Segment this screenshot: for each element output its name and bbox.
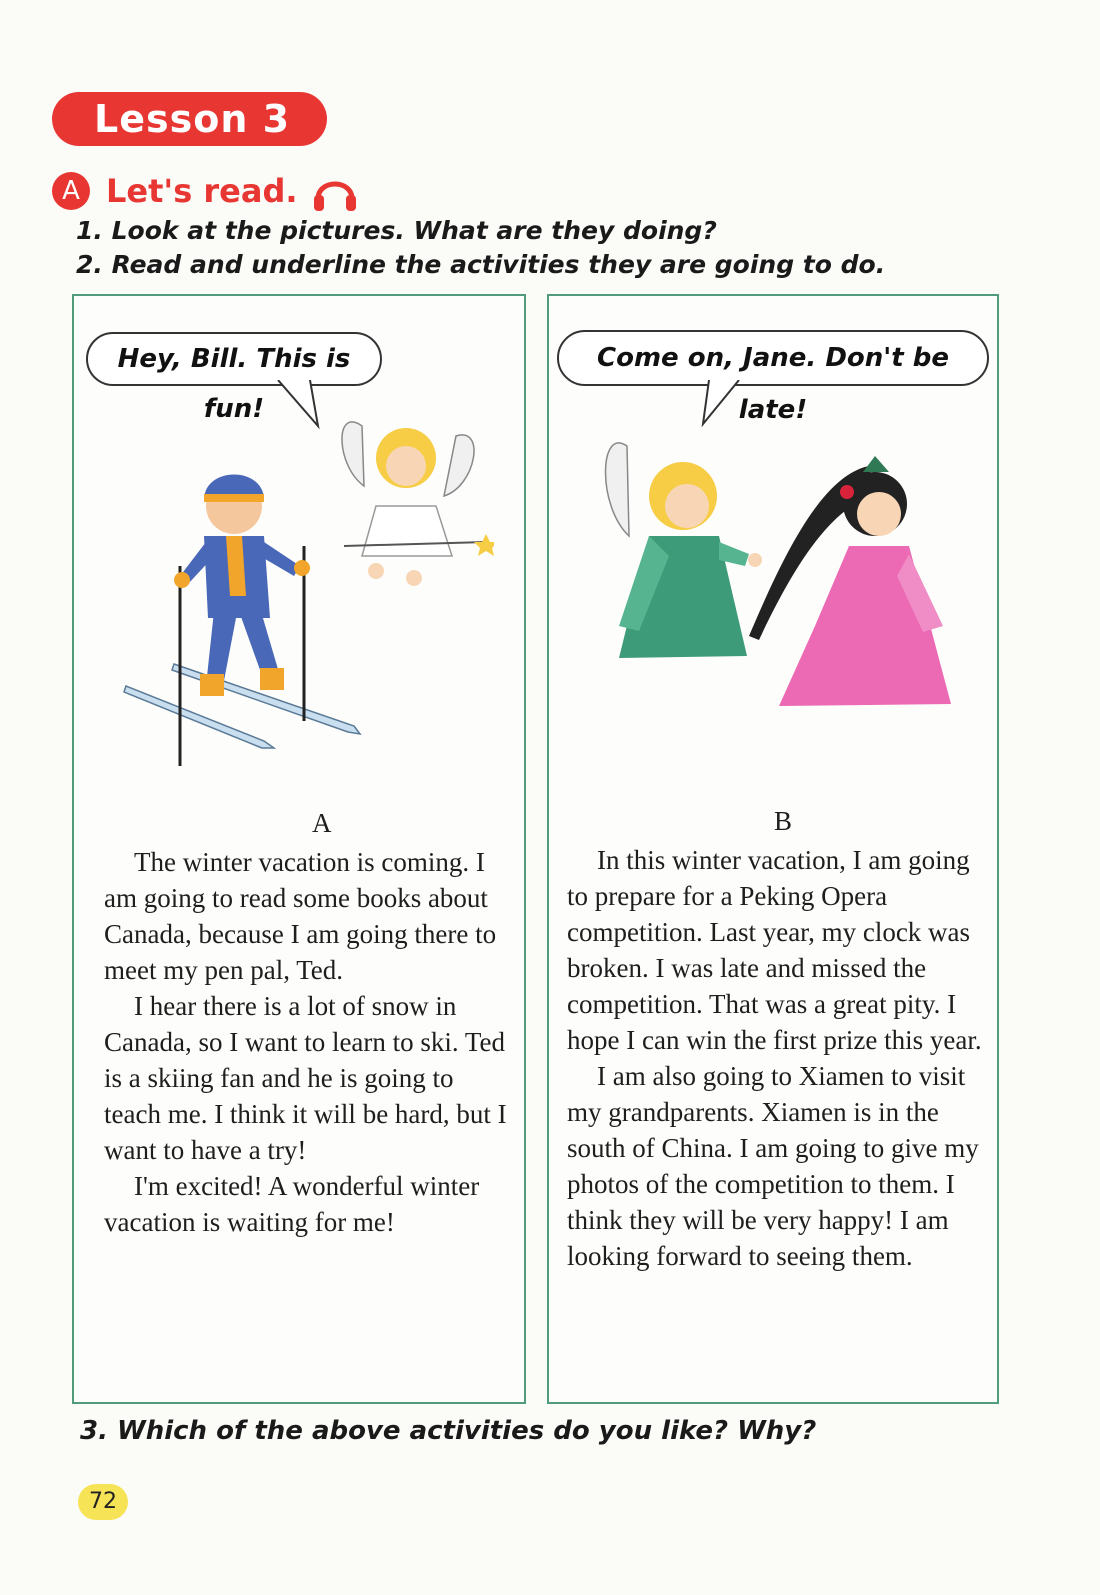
speech-bubble-b: Come on, Jane. Don't be late! — [557, 330, 989, 386]
story-b-paragraph-1: In this winter vacation, I am going to prepare for a Peking Opera competition. Last year, my clock was broken. I was late and missed the competition. That was a great pity. I hope I can win the first prize this year. — [567, 845, 982, 1055]
story-a-paragraph-1: The winter vacation is coming. I am going to read some books about Canada, because I am going there to meet my pen pal, Ted. — [104, 847, 497, 985]
story-panel-b — [547, 294, 999, 1404]
instruction-2: 2. Read and underline the activities they are going to do. — [76, 250, 886, 279]
story-text-b — [567, 842, 985, 1274]
skiing-boy-and-angel-illustration — [114, 396, 494, 776]
page-number-badge: 72 — [78, 1484, 128, 1520]
lesson-badge: Lesson 3 — [52, 92, 327, 146]
panel-letter-b: B — [774, 806, 793, 836]
discussion-question: 3. Which of the above activities do you like? Why? — [80, 1416, 817, 1446]
story-text-a — [104, 844, 514, 1240]
angel-and-opera-girl-illustration — [579, 426, 969, 726]
section-title: Let's read. — [106, 172, 298, 210]
section-marker: A — [52, 172, 90, 210]
story-panel-a — [72, 294, 526, 1404]
section-header — [52, 170, 358, 212]
speech-bubble-a: Hey, Bill. This is fun! — [86, 332, 382, 386]
instruction-1: 1. Look at the pictures. What are they doing? — [76, 216, 717, 245]
panel-letter-a: A — [312, 808, 332, 838]
story-a-paragraph-2: I hear there is a lot of snow in Canada, so I want to learn to ski. Ted is a skiing fan and he is going to teach me. I think it will be hard, but I want to have a try! — [104, 991, 507, 1165]
speech-tail-b — [699, 380, 759, 430]
story-b-paragraph-2: I am also going to Xiamen to visit my grandparents. Xiamen is in the south of China. I am going to give my photos of the competition to them. I think they will be very happy! I am looking forward to seeing them. — [567, 1061, 979, 1271]
story-a-paragraph-3: I'm excited! A wonderful winter vacation is waiting for me! — [104, 1171, 480, 1237]
headphones-icon[interactable] — [312, 169, 358, 213]
